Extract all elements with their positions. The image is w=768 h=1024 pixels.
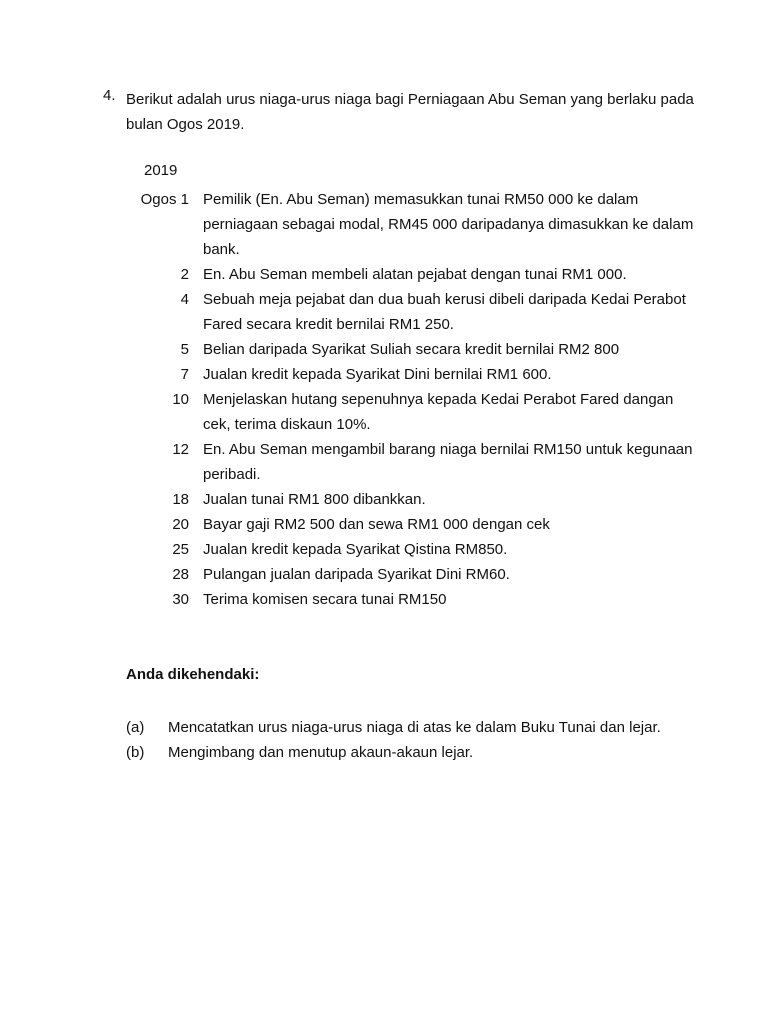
transaction-row: [120, 287, 720, 337]
transaction-row: [120, 512, 720, 537]
transaction-date: 30: [172, 591, 189, 608]
transaction-row: [120, 362, 720, 387]
transaction-date: 10: [172, 391, 189, 408]
question-intro: Berikut adalah urus niaga-urus niaga bagi Perniagaan Abu Seman yang berlaku pada bulan Ogos 2019.: [126, 91, 694, 133]
transaction-date: 18: [172, 491, 189, 508]
transaction-row: [120, 487, 720, 512]
transaction-row: [120, 337, 720, 362]
question-number: 4.: [103, 87, 116, 104]
requirement-label: (a): [126, 719, 145, 736]
transaction-date: 5: [180, 341, 189, 358]
transaction-date: 12: [172, 441, 189, 458]
requirement-item: [126, 740, 473, 765]
transaction-date: 20: [172, 516, 189, 533]
transaction-description: Terima komisen secara tunai RM150: [203, 591, 447, 608]
transactions-year: 2019: [144, 162, 178, 179]
transaction-date: 2: [180, 266, 189, 283]
transaction-description: Jualan tunai RM1 800 dibankkan.: [203, 491, 426, 508]
transaction-description: Jualan kredit kepada Syarikat Qistina RM850.: [203, 541, 508, 558]
requirement-text: Mencatatkan urus niaga-urus niaga di atas ke dalam Buku Tunai dan lejar.: [168, 719, 661, 736]
transaction-row: [120, 387, 720, 437]
transaction-date: 25: [172, 541, 189, 558]
transaction-description: Pulangan jualan daripada Syarikat Dini RM60.: [203, 566, 510, 583]
transaction-description: Belian daripada Syarikat Suliah secara kredit bernilai RM2 800: [203, 341, 620, 358]
transaction-row: [120, 537, 720, 562]
requirement-text: Mengimbang dan menutup akaun-akaun lejar.: [168, 744, 474, 761]
transaction-row: [120, 437, 720, 487]
transaction-row: [120, 587, 720, 612]
transaction-date: 28: [172, 566, 189, 583]
transaction-description: Bayar gaji RM2 500 dan sewa RM1 000 dengan cek: [203, 516, 550, 533]
transaction-date: 4: [180, 291, 189, 308]
transaction-description: En. Abu Seman mengambil barang niaga bernilai RM150 untuk kegunaan peribadi.: [203, 441, 693, 483]
requirements-heading: Anda dikehendaki:: [126, 666, 260, 683]
transaction-description: Jualan kredit kepada Syarikat Dini bernilai RM1 600.: [203, 366, 552, 383]
transaction-date: Ogos 1: [140, 191, 189, 208]
transaction-description: Sebuah meja pejabat dan dua buah kerusi dibeli daripada Kedai Perabot Fared secara kredit bernilai RM1 250.: [203, 291, 686, 333]
transactions-list: [120, 187, 720, 612]
transaction-row: [120, 562, 720, 587]
transaction-date: 7: [180, 366, 189, 383]
requirement-label: (b): [126, 744, 145, 761]
transaction-description: Menjelaskan hutang sepenuhnya kepada Kedai Perabot Fared dangan cek, terima diskaun 10%.: [203, 391, 674, 433]
requirement-item: [126, 715, 661, 740]
transaction-row: [120, 262, 720, 287]
transaction-row: [120, 187, 720, 262]
transaction-description: Pemilik (En. Abu Seman) memasukkan tunai RM50 000 ke dalam perniagaan sebagai modal, RM45 000 daripadanya dimasukkan ke dalam bank.: [203, 191, 694, 258]
transaction-description: En. Abu Seman membeli alatan pejabat dengan tunai RM1 000.: [203, 266, 627, 283]
